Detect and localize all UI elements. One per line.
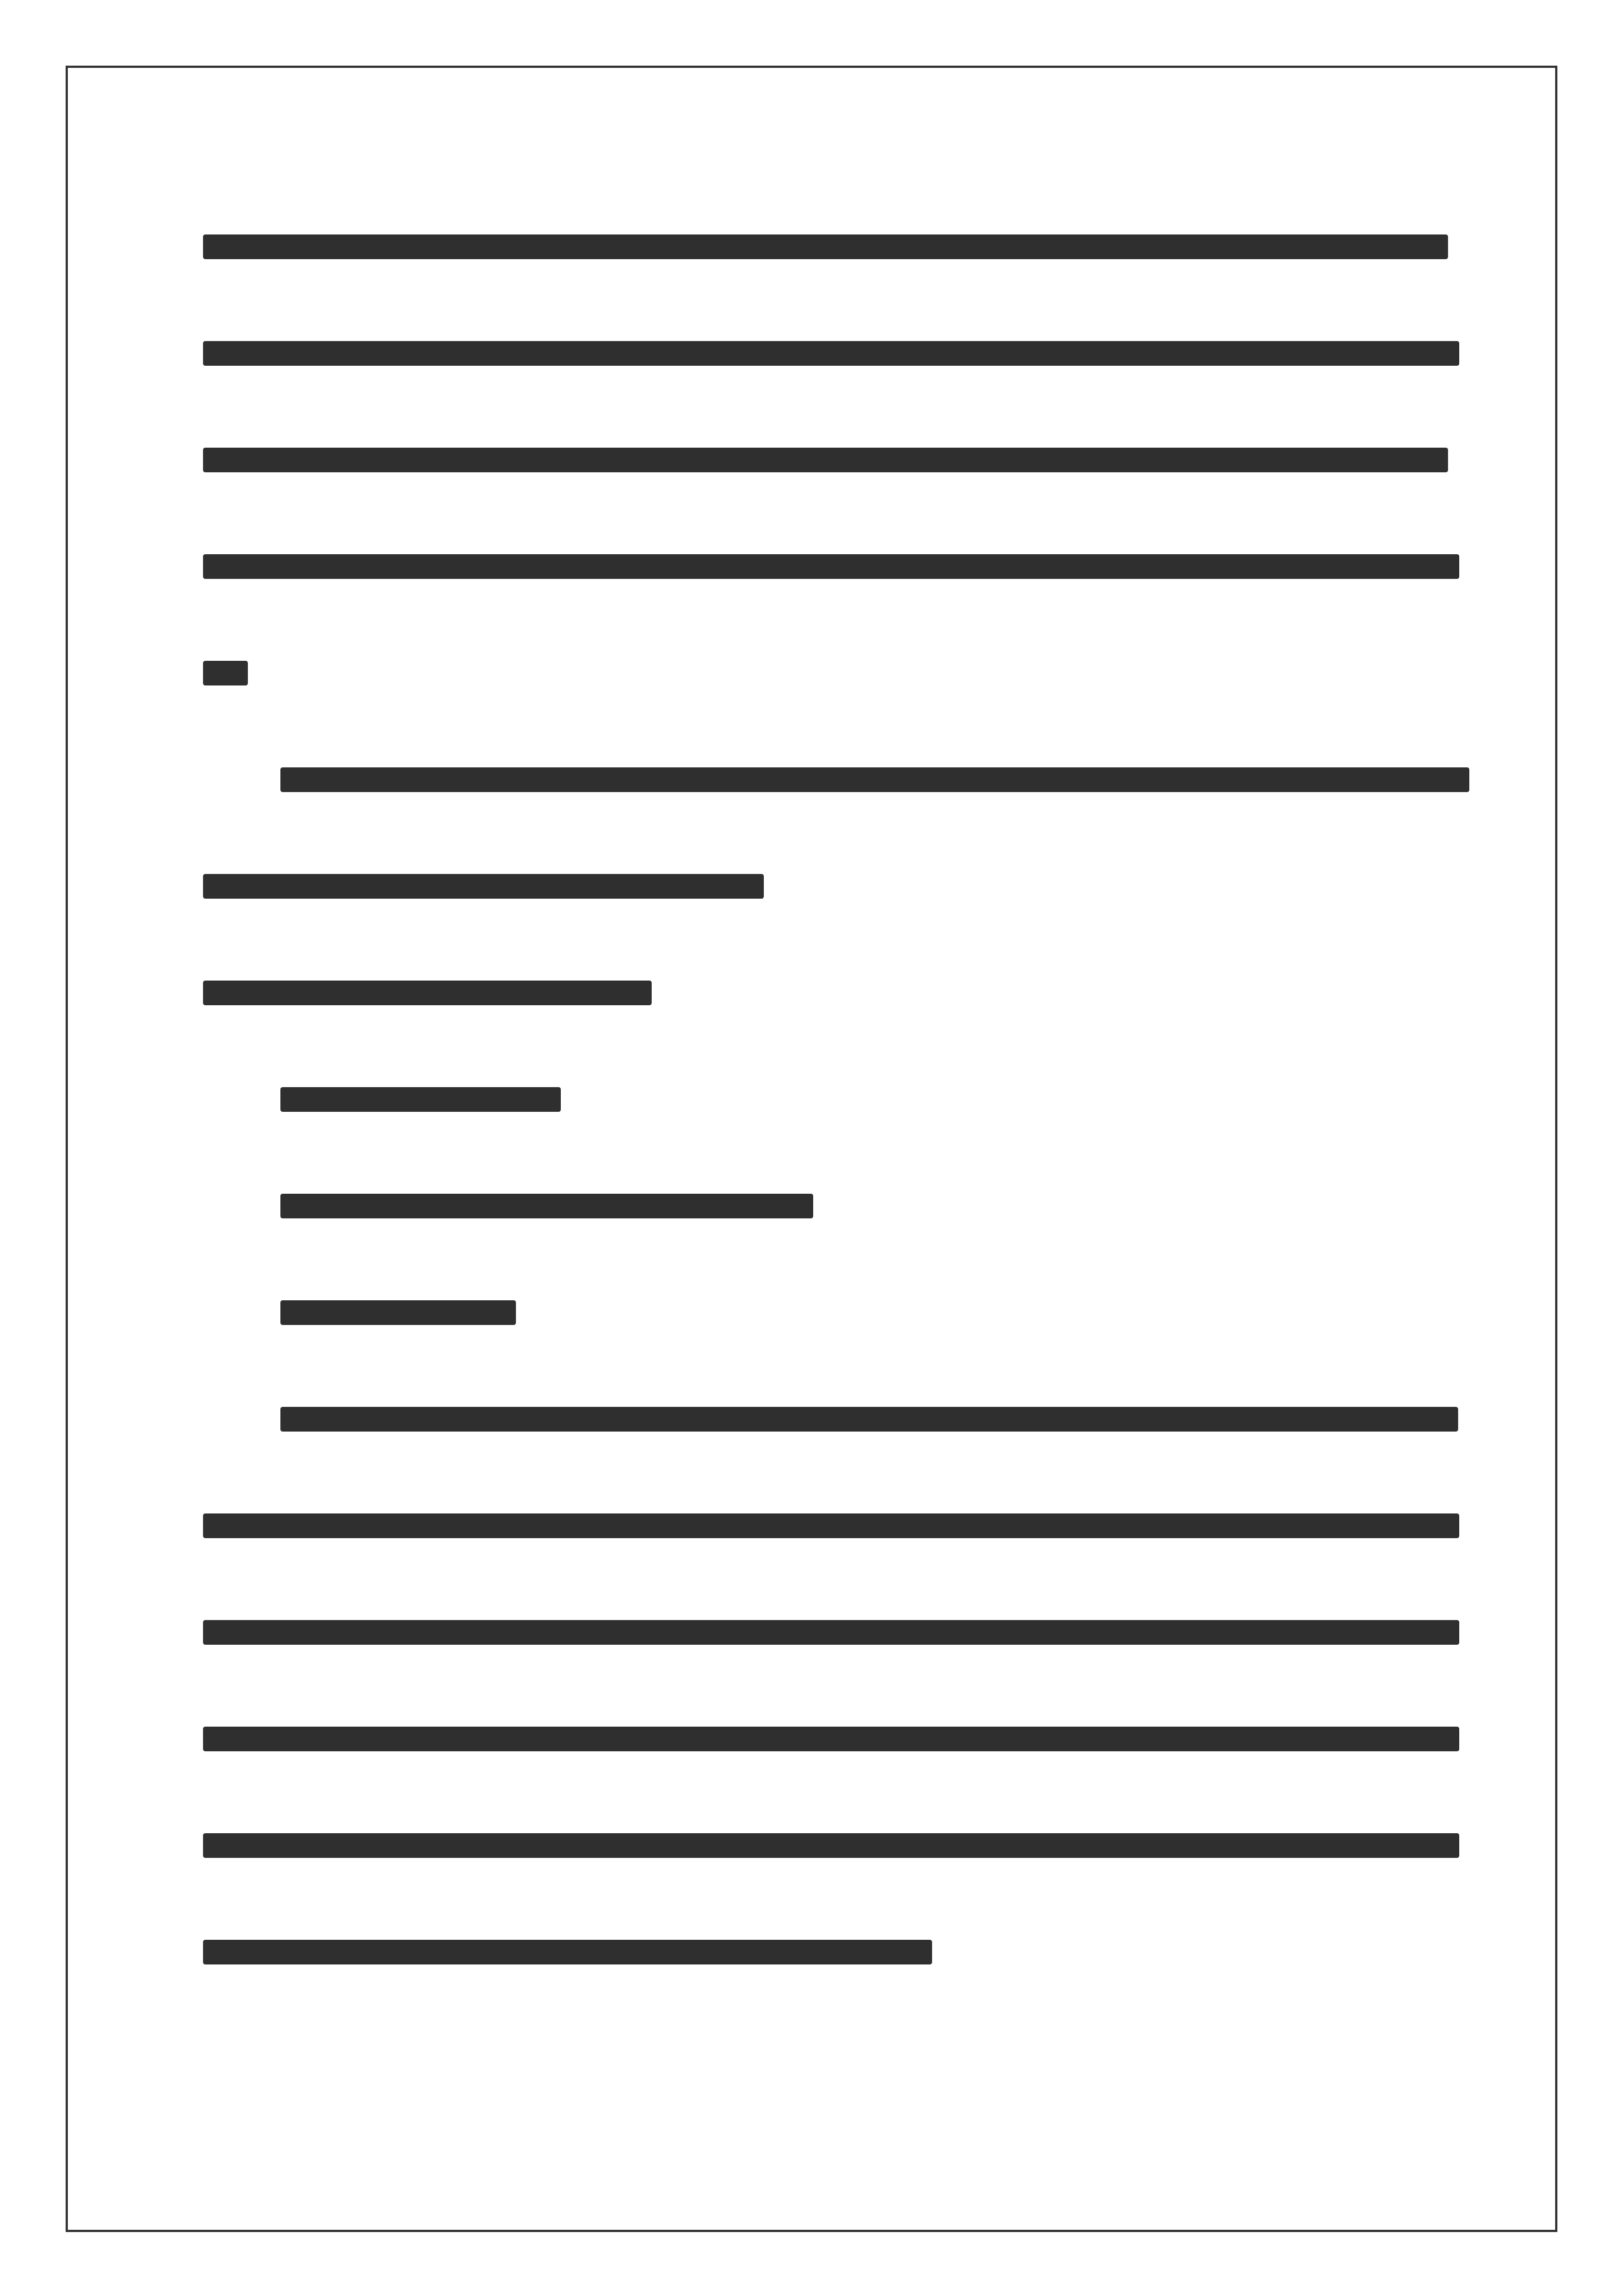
text-line-placeholder [203,874,764,899]
text-line-placeholder [280,1194,813,1218]
text-line-placeholder [203,554,1459,579]
text-line-placeholder [203,1727,1459,1751]
text-line-placeholder [280,1300,516,1325]
text-line-placeholder [203,661,248,685]
text-line-placeholder [203,341,1459,366]
page-border [66,66,1557,2232]
text-line-placeholder [203,448,1448,472]
text-line-placeholder [280,1087,561,1112]
text-line-placeholder [203,234,1448,259]
text-line-placeholder [203,1940,932,1964]
text-line-placeholder [203,1833,1459,1858]
text-line-placeholder [203,981,652,1005]
text-line-placeholder [280,1407,1458,1432]
text-line-placeholder [280,767,1469,792]
text-line-placeholder [203,1620,1459,1645]
text-line-placeholder [203,1513,1459,1538]
